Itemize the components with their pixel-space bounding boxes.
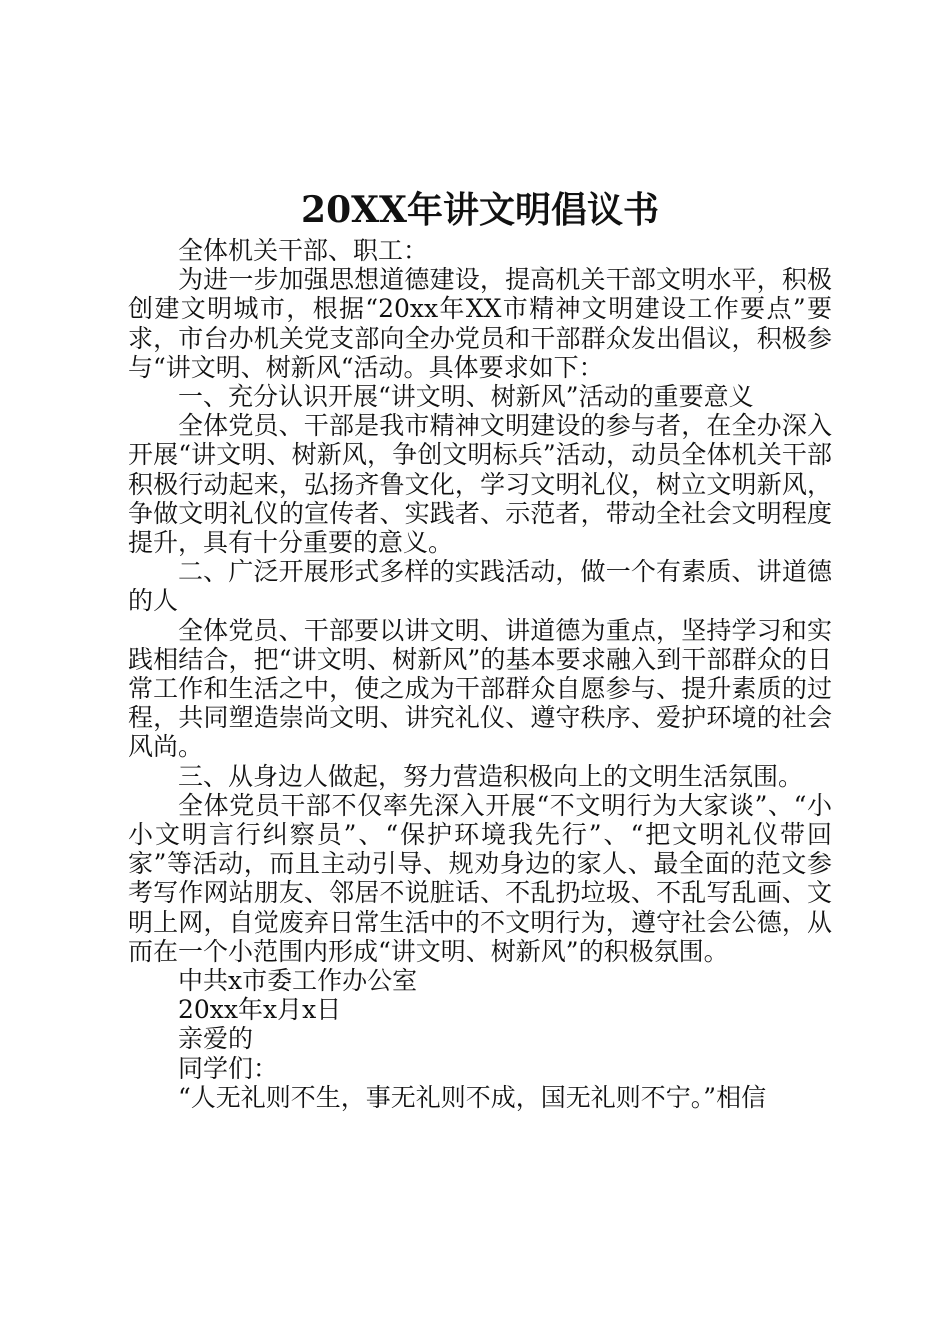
greeting-line-1: 亲爱的 [178,1024,254,1054]
signature-organization: 中共x市委工作办公室 [178,966,418,996]
section-body-2: 全体党员、干部要以讲文明、讲道德为重点，坚持学习和实践相结合，把“讲文明、树新风”的基本要求融入到干部群众的日常工作和生活之中，使之成为干部群众自愿参与、提升素质的过程，共同塑造崇尚文明、讲究礼仪、遵守秩序、爱护环境的社会风尚。 [128,615,832,762]
greeting-line-2: 同学们： [178,1053,279,1083]
closing-paragraph: “人无礼则不生，事无礼则不成，国无礼则不宁。”相信 [178,1082,767,1112]
salutation: 全体机关干部、职工： [178,236,429,265]
signature-date: 20xx年x月x日 [178,995,342,1025]
section-heading-3: 三、从身边人做起，努力营造积极向上的文明生活氛围。 [178,761,804,791]
document-page [128,186,832,1112]
section-body-3: 全体党员干部不仅率先深入开展“不文明行为大家谈”、“小小文明言行纠察员”、“保护环境我先行”、“把文明礼仪带回家”等活动，而且主动引导、规劝身边的家人、最全面的范文参考写作网站朋友、邻居不说脏话、不乱扔垃圾、不乱写乱画、文明上网，自觉废弃日常生活中的不文明行为，遵守社会公德，从而在一个小范围内形成“讲文明、树新风”的积极氛围。 [128,790,832,966]
intro-paragraph: 为进一步加强思想道德建设，提高机关干部文明水平，积极创建文明城市，根据“20xx年XX市精神文明建设工作要点”要求，市台办机关党支部向全办党员和干部群众发出倡议，积极参与“讲文明、树新风“活动。具体要求如下： [128,265,832,382]
section-heading-1: 一、充分认识开展“讲文明、树新风”活动的重要意义 [178,382,754,412]
section-heading-2: 二、广泛开展形式多样的实践活动，做一个有素质、讲道德的人 [128,557,832,616]
document-title: 20XX年讲文明倡议书 [301,189,659,231]
section-body-1: 全体党员、干部是我市精神文明建设的参与者，在全办深入开展“讲文明、树新风，争创文明标兵”活动，动员全体机关干部积极行动起来，弘扬齐鲁文化，学习文明礼仪，树立文明新风，争做文明礼仪的宣传者、实践者、示范者，带动全社会文明程度提升，具有十分重要的意义。 [128,411,832,558]
